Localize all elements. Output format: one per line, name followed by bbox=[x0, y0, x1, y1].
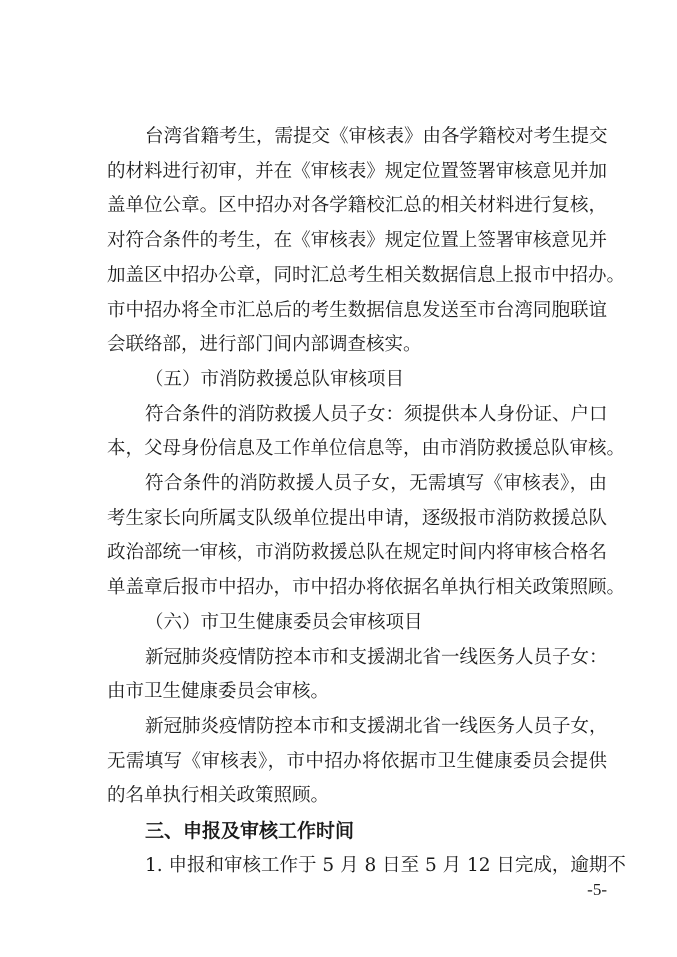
paragraph-line: 市中招办将全市汇总后的考生数据信息发送至市台湾同胞联谊 bbox=[107, 300, 607, 321]
section-heading: （六）市卫生健康委员会审核项目 bbox=[145, 612, 423, 633]
paragraph-line: 1. 申报和审核工作于 5 月 8 日至 5 月 12 日完成，逾期不 bbox=[145, 855, 626, 876]
section-heading: （五）市消防救援总队审核项目 bbox=[145, 369, 405, 390]
paragraph-line: 本，父母身份信息及工作单位信息等，由市消防救援总队审核。 bbox=[107, 438, 626, 459]
paragraph-line: 政治部统一审核，市消防救援总队在规定时间内将审核合格名 bbox=[107, 542, 607, 563]
paragraph-line: 的材料进行初审，并在《审核表》规定位置签署审核意见并加 bbox=[107, 161, 607, 182]
paragraph-line: 的名单执行相关政策照顾。 bbox=[107, 785, 330, 806]
paragraph-line: 考生家长向所属支队级单位提出申请，逐级报市消防救援总队 bbox=[107, 508, 607, 529]
paragraph-line: 新冠肺炎疫情防控本市和支援湖北省一线医务人员子女： bbox=[145, 647, 608, 668]
paragraph-line: 符合条件的消防救援人员子女，无需填写《审核表》，由 bbox=[145, 473, 607, 494]
paragraph-line: 加盖区中招办公章，同时汇总考生相关数据信息上报市中招办。 bbox=[107, 265, 626, 286]
paragraph-line: 由市卫生健康委员会审核。 bbox=[107, 681, 330, 702]
paragraph-line: 台湾省籍考生，需提交《审核表》由各学籍校对考生提交 bbox=[145, 126, 608, 147]
paragraph-line: 单盖章后报市中招办，市中招办将依据名单执行相关政策照顾。 bbox=[107, 577, 626, 598]
paragraph-line: 会联络部，进行部门间内部调查核实。 bbox=[107, 334, 422, 355]
paragraph-line: 盖单位公章。区中招办对各学籍校汇总的相关材料进行复核， bbox=[107, 195, 607, 216]
page-number: -5- bbox=[587, 880, 607, 899]
section-heading: 三、申报及审核工作时间 bbox=[145, 820, 355, 842]
paragraph-line: 无需填写《审核表》，市中招办将依据市卫生健康委员会提供 bbox=[107, 751, 607, 772]
paragraph-line: 新冠肺炎疫情防控本市和支援湖北省一线医务人员子女， bbox=[145, 716, 608, 737]
paragraph-line: 对符合条件的考生，在《审核表》规定位置上签署审核意见并 bbox=[107, 230, 607, 251]
paragraph-line: 符合条件的消防救援人员子女：须提供本人身份证、户口 bbox=[145, 404, 608, 425]
